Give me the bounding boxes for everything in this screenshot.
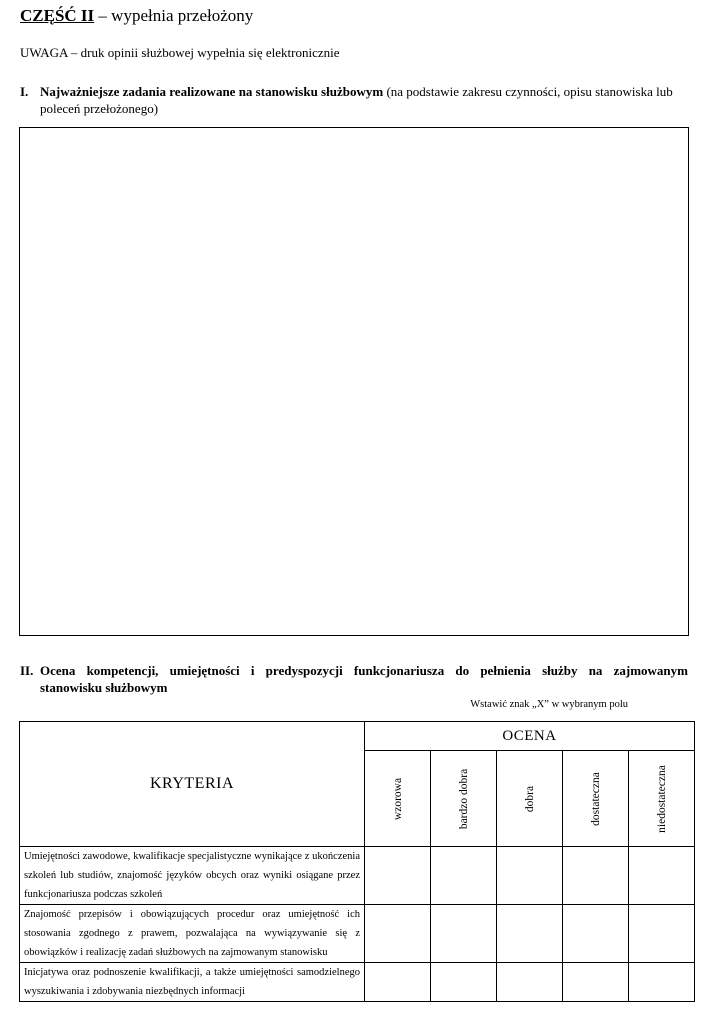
section-2-title-line1: Ocena kompetencji, umiejętności i predyspozycji funkcjonariusza do pełnienia służby na zajmowanym [40,663,688,678]
section-1-subtitle: (na podstawie zakresu czynności, opisu stanowiska lub poleceń przełożonego) [40,84,673,116]
criterion-text: Umiejętności zawodowe, kwalifikacje specjalistyczne wynikające z ukończenia szkoleń lub studiów, znajomość języków obcych oraz wyniki osiągane przez funkcjonariusza podczas szkoleń [20,847,365,905]
rating-cell[interactable] [365,963,431,1002]
section-1-heading [20,83,692,117]
criteria-header: KRYTERIA [20,722,365,847]
rating-cell[interactable] [629,847,695,905]
rating-column-header [629,751,695,847]
rating-cell[interactable] [365,847,431,905]
rating-cell[interactable] [563,963,629,1002]
rating-cell[interactable] [563,847,629,905]
electronic-fill-note: UWAGA – druk opinii służbowej wypełnia się elektronicznie [20,45,340,60]
rating-label: dostateczna [589,771,602,826]
criterion-text: Inicjatywa oraz podnoszenie kwalifikacji, a także umiejętności samodzielnego wyszukiwania i zdobywania niezbędnych informacji [20,963,365,1002]
part-title-rest: – wypełnia przełożony [94,6,254,25]
rating-cell[interactable] [497,847,563,905]
section-2-number: II. [20,663,34,678]
rating-label: niedostateczna [655,764,668,833]
rating-column-header [497,751,563,847]
part-title [20,6,253,26]
competence-table [19,721,695,1002]
main-tasks-field[interactable] [19,127,689,636]
rating-cell[interactable] [629,963,695,1002]
rating-column-header [365,751,431,847]
rating-cell[interactable] [431,963,497,1002]
rating-label: wzorowa [391,777,404,820]
section-2-heading [20,662,688,696]
table-row [20,847,695,905]
rating-cell[interactable] [431,847,497,905]
rating-cell[interactable] [629,905,695,963]
rating-cell[interactable] [563,905,629,963]
mark-instruction: Wstawić znak „X” w wybranym polu [470,699,628,710]
rating-cell[interactable] [365,905,431,963]
rating-cell[interactable] [497,905,563,963]
criterion-text: Znajomość przepisów i obowiązujących procedur oraz umiejętność ich stosowania zgodnego z prawem, pozwalająca na wywiązywanie się z obowiązków i realizację zadań służbowych na zajmowanym stanowisku [20,905,365,963]
part-title-bold: CZĘŚĆ II [20,6,95,25]
section-1-number: I. [20,84,29,99]
rating-header: OCENA [365,722,695,751]
rating-column-header [563,751,629,847]
section-1-title: Najważniejsze zadania realizowane na stanowisku służbowym [40,84,384,99]
table-row [20,905,695,963]
section-2-title-line2: stanowisku służbowym [40,680,168,695]
table-row [20,963,695,1002]
rating-cell[interactable] [431,905,497,963]
rating-column-header [431,751,497,847]
rating-label: bardzo dobra [457,768,470,829]
rating-cell[interactable] [497,963,563,1002]
rating-label: dobra [523,785,536,812]
